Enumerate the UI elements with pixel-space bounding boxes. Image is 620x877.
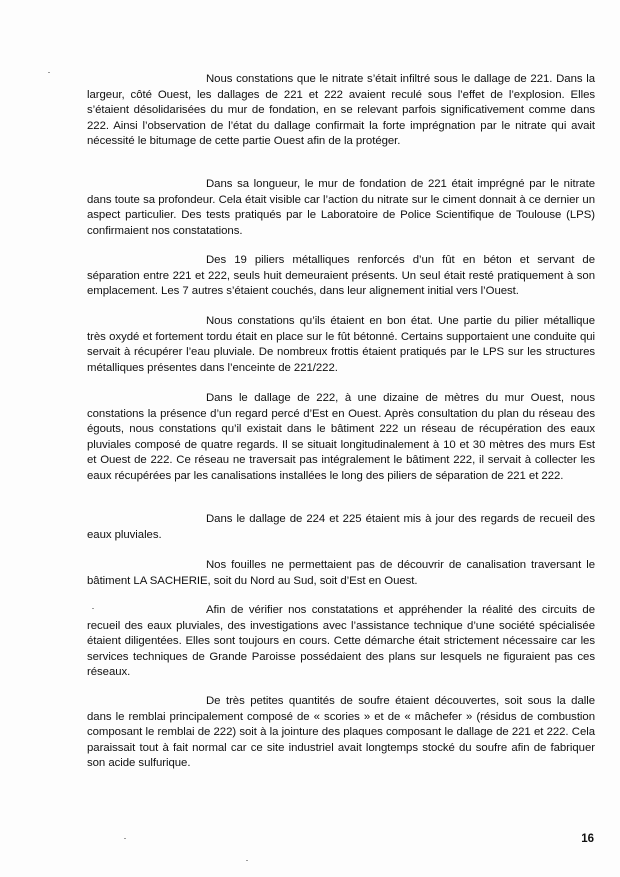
paragraph-text: Dans le dallage de 224 et 225 étaient mis à jour des regards de recueil des eaux pluviales. [87,513,595,541]
page-number: 16 [581,833,594,845]
paragraph-5 [87,391,595,485]
paragraph-text: Nos fouilles ne permettaient pas de découvrir de canalisation traversant le bâtiment LA SACHERIE, soit du Nord au Sud, soit d’Est en Ouest. [87,559,595,587]
paragraph-2 [87,177,595,239]
scan-speck [124,838,126,839]
paragraph-3 [87,253,595,300]
paragraph-6 [87,512,595,543]
paragraph-text: Dans sa longueur, le mur de fondation de 221 était imprégné par le nitrate dans toute sa profondeur. Cela était visible car l’action du nitrate sur le ciment donnait à ce dernier un aspect particulier. Des tests pratiqués par le Laboratoire de Police Scientifique de Toulouse (LPS) confirmaient nos constatations. [87,178,595,237]
scan-speck [92,608,94,609]
paragraph-text: Nous constations qu’ils étaient en bon état. Une partie du pilier métallique très oxydé et fortement tordu était en place sur le fût bétonné. Certains supportaient une conduite qui servait à récupérer l’eau pluviale. De nombreux frottis étaient pratiqués par le LPS sur les structures métalliques présentes dans l’enceinte de 221/222. [87,315,595,374]
paragraph-9 [87,694,595,772]
paragraph-text: Nous constations que le nitrate s’était infiltré sous le dallage de 221. Dans la largeur, côté Ouest, les dallages de 221 et 222 avaient reculé sous l’effet de l’explosion. Elles s’étaient désolidarisées du mur de fondation, en se relevant parfois significativement comme dans 222. Ainsi l’observation de l’état du dallage confirmait la forte imprégnation par le nitrate qui avait nécessité le bitumage de cette partie Ouest afin de la protéger. [87,73,595,148]
paragraph-8 [87,603,595,681]
paragraph-1 [87,72,595,150]
paragraph-7 [87,558,595,589]
paragraph-text: Afin de vérifier nos constatations et appréhender la réalité des circuits de recueil des eaux pluviales, des investigations avec l’assistance technique d’une société spécialisée étaient diligentées. Elles sont toujours en cours. Cette démarche était strictement nécessaire car les services techniques de Grande Paroisse possédaient des plans sur lesquels ne figuraient pas ces réseaux. [87,604,595,679]
paragraph-text: Dans le dallage de 222, à une dizaine de mètres du mur Ouest, nous constations la présence d’un regard percé d’Est en Ouest. Après consultation du plan du réseau des égouts, nous constations qu’il existait dans le bâtiment 222 un réseau de récupération des eaux pluviales composé de quatre regards. Il se situait longitudinalement à 10 et 30 mètres des murs Est et Ouest de 222. Ce réseau ne traversait pas intégralement le bâtiment 222, il servait à collecter les eaux récupérées par les canalisations installées le long des piliers de séparation de 221 et 222. [87,392,595,482]
scan-speck [246,860,248,861]
paragraph-text: Des 19 piliers métalliques renforcés d’un fût en béton et servant de séparation entre 221 et 222, seuls huit demeuraient présents. Un seul était resté pratiquement à son emplacement. Les 7 autres s’étaient couchés, dans leur alignement initial vers l’Ouest. [87,254,595,298]
scan-speck [48,72,50,73]
paragraph-text: De très petites quantités de soufre étaient découvertes, soit sous la dalle dans le remblai principalement composé de « scories » et de « mâchefer » (résidus de combustion composant le remblai de 222) soit à la jointure des plaques composant le dallage de 221 et 222. Cela paraissait tout à fait normal car ce site industriel avait longtemps stocké du soufre afin de fabriquer son acide sulfurique. [87,695,595,770]
paragraph-4 [87,314,595,376]
